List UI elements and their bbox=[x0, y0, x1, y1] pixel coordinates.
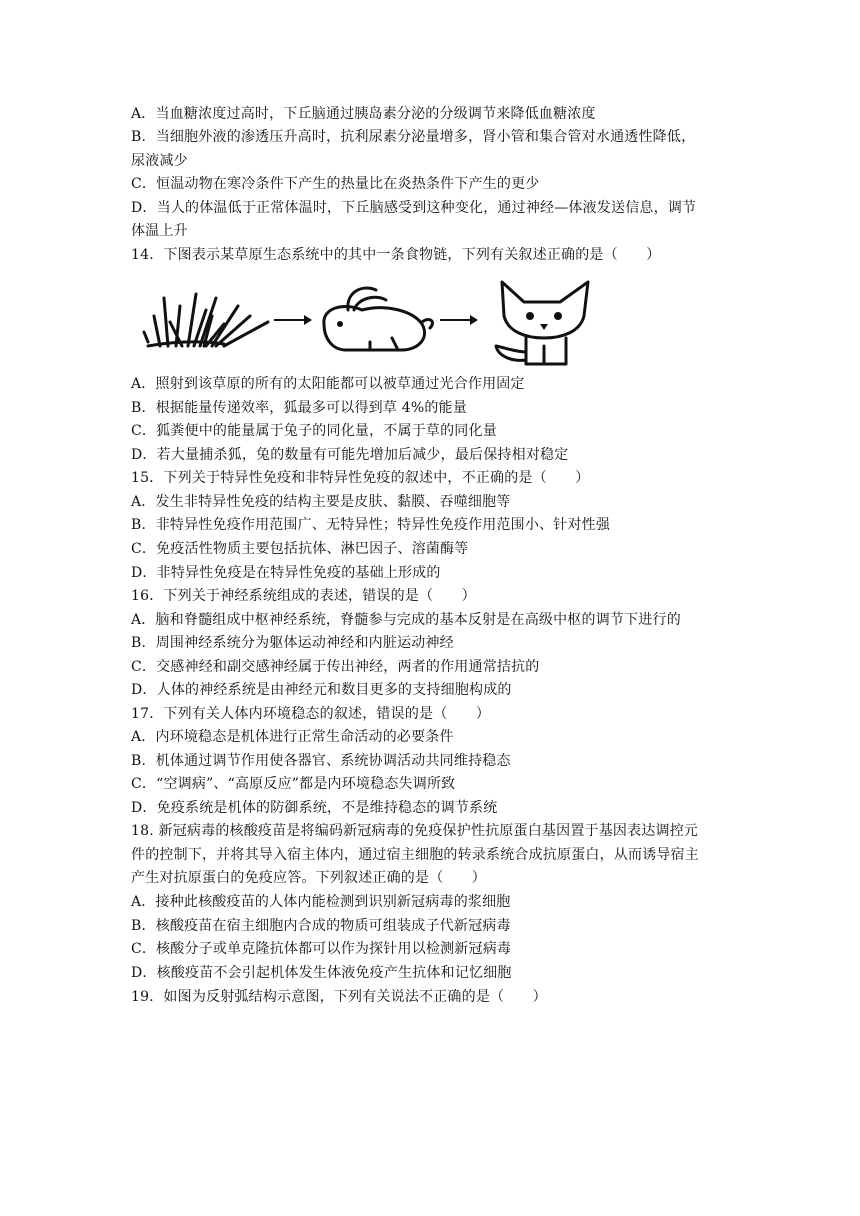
q18-stem-cont: 件的控制下，并将其导入宿主体内，通过宿主细胞的转录系统合成抗原蛋白，从而诱导宿主 bbox=[131, 847, 699, 863]
q16-stem: 16．下列关于神经系统组成的表述，错误的是（ ） bbox=[131, 588, 476, 604]
q13-option-a: A．当血糖浓度过高时，下丘脑通过胰岛素分泌的分级调节来降低血糖浓度 bbox=[131, 106, 596, 122]
q13-option-d: D．当人的体温低于正常体温时，下丘脑感受到这种变化，通过神经—体液发送信息，调节 bbox=[131, 200, 697, 216]
q17-option-c: C．“空调病”、“高原反应”都是内环境稳态失调所致 bbox=[131, 776, 456, 792]
q18-option-a: A．接种此核酸疫苗的人体内能检测到识别新冠病毒的浆细胞 bbox=[131, 894, 511, 910]
q16-option-b: B．周围神经系统分为躯体运动神经和内脏运动神经 bbox=[131, 635, 454, 651]
q13-option-b-cont: 尿液减少 bbox=[131, 153, 188, 169]
q15-option-d: D．非特异性免疫是在特异性免疫的基础上形成的 bbox=[131, 565, 441, 581]
q15-option-a: A．发生非特异性免疫的结构主要是皮肤、黏膜、吞噬细胞等 bbox=[131, 494, 511, 510]
food-chain-figure bbox=[140, 276, 620, 368]
q16-option-c: C．交感神经和副交感神经属于传出神经，两者的作用通常拮抗的 bbox=[131, 659, 540, 675]
arrow-right-icon bbox=[274, 315, 312, 325]
q13-option-c: C．恒温动物在寒冷条件下产生的热量比在炎热条件下产生的更少 bbox=[131, 176, 540, 192]
fox-icon bbox=[496, 282, 588, 364]
arrow-right-icon bbox=[440, 315, 478, 325]
q18-option-d: D．核酸疫苗不会引起机体发生体液免疫产生抗体和记忆细胞 bbox=[131, 965, 512, 981]
q14-option-c: C．狐粪便中的能量属于兔子的同化量，不属于草的同化量 bbox=[131, 423, 497, 439]
q19-stem: 19．如图为反射弧结构示意图，下列有关说法不正确的是（ ） bbox=[131, 989, 547, 1005]
q15-stem: 15．下列关于特异性免疫和非特异性免疫的叙述中，不正确的是（ ） bbox=[131, 470, 590, 486]
q17-stem: 17．下列有关人体内环境稳态的叙述，错误的是（ ） bbox=[131, 706, 491, 722]
q15-option-b: B．非特异性免疫作用范围广、无特异性；特异性免疫作用范围小、针对性强 bbox=[131, 517, 611, 533]
q13-option-b: B．当细胞外液的渗透压升高时，抗利尿素分泌量增多，肾小管和集合管对水通透性降低， bbox=[131, 129, 696, 145]
q16-option-d: D．人体的神经系统是由神经元和数目更多的支持细胞构成的 bbox=[131, 682, 512, 698]
q17-option-d: D．免疫系统是机体的防御系统，不是维持稳态的调节系统 bbox=[131, 800, 498, 816]
q16-option-a: A．脑和脊髓组成中枢神经系统，脊髓参与完成的基本反射是在高级中枢的调节下进行的 bbox=[131, 612, 681, 628]
q18-stem-cont-2: 产生对抗原蛋白的免疫应答。下列叙述正确的是（ ） bbox=[131, 870, 486, 886]
q14-option-a: A．照射到该草原的所有的太阳能都可以被草通过光合作用固定 bbox=[131, 376, 525, 392]
q13-option-d-cont: 体温上升 bbox=[131, 223, 188, 239]
q18-stem: 18. 新冠病毒的核酸疫苗是将编码新冠病毒的免疫保护性抗原蛋白基因置于基因表达调控元 bbox=[131, 823, 699, 839]
q18-option-c: C．核酸分子或单克隆抗体都可以作为探针用以检测新冠病毒 bbox=[131, 941, 512, 957]
q14-option-d: D．若大量捕杀狐，兔的数量有可能先增加后减少，最后保持相对稳定 bbox=[131, 447, 569, 463]
q18-option-b: B．核酸疫苗在宿主细胞内合成的物质可组装成子代新冠病毒 bbox=[131, 918, 511, 934]
q14-stem: 14．下图表示某草原生态系统中的其中一条食物链，下列有关叙述正确的是（ ） bbox=[131, 247, 661, 263]
q17-option-b: B．机体通过调节作用使各器官、系统协调活动共同维持稳态 bbox=[131, 753, 511, 769]
grass-icon bbox=[144, 294, 268, 346]
q15-option-c: C．免疫活性物质主要包括抗体、淋巴因子、溶菌酶等 bbox=[131, 541, 469, 557]
rabbit-icon bbox=[324, 288, 433, 350]
q14-option-b: B．根据能量传递效率，狐最多可以得到草 4%的能量 bbox=[131, 400, 467, 416]
q17-option-a: A．内环境稳态是机体进行正常生命活动的必要条件 bbox=[131, 729, 454, 745]
